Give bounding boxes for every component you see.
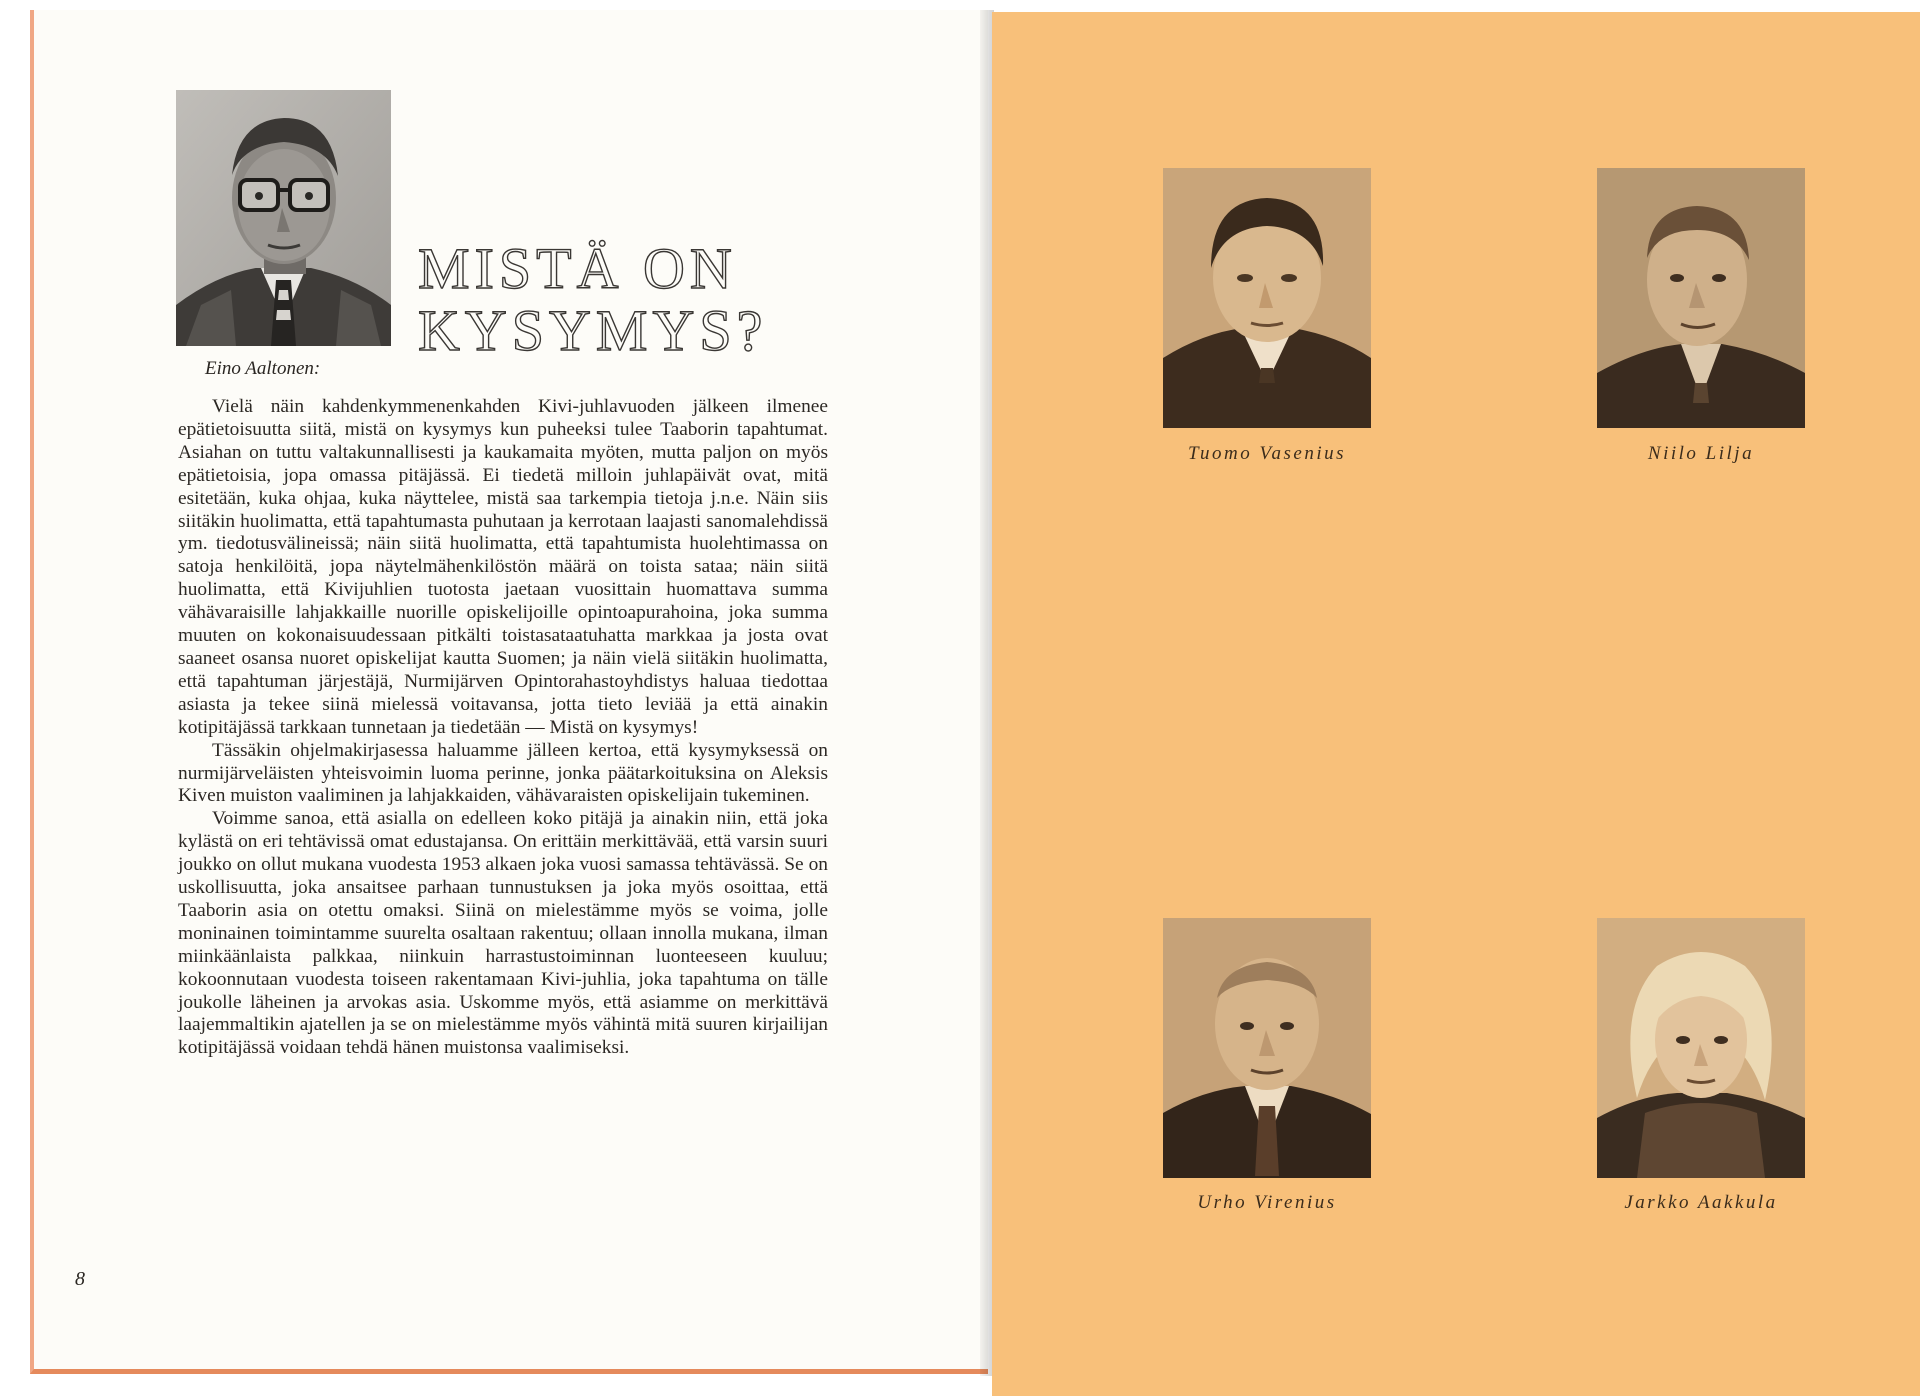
portrait-photo-lilja [1597,168,1805,428]
portrait-caption: Urho Virenius [1197,1192,1337,1213]
article-title-line-1: MISTÄ ON [418,236,737,301]
portrait-caption: Jarkko Aakkula [1624,1192,1778,1213]
body-paragraph: Vielä näin kahdenkymmenenkahden Kivi-juhlavuoden jälkeen ilmenee epätietoisuutta siitä, mistä on kysymys kun puheeksi tulee Taaborin tapahtumat. Asiahan on tuttu valtakunnallisesti ja kaukamaita myöten, mutta paljon on myös epätietoisia, jopa omassa pitäjässä. Ei tiedetä milloin juhlapäivät ovat, mitä esitetään, kuka ohjaa, kuka näyttelee, mistä saa tarkempia tietoja j.n.e. Näin siis siitäkin huolimatta, että tapahtumasta puhutaan ja kerrotaan laajasti sanomalehdissä ym. tiedotusvälineissä; näin siitä huolimatta, että tapahtumista huolehtimassa on satoja henkilöitä, jopa näytelmähenkilöstön määrä on toista sataa; näin siitä huolimatta, että Kivijuhlien tuotosta jaetaan vuosittain huomattava summa vähävaraisille lahjakkaille nuorille opiskelijoille opintoapurahoina, joka summa muuten on kokonaisuudessaan pitkälti toistasataatuhatta markkaa ja josta ovat saaneet osansa nuoret opiskelijat kautta Suomen; ja näin vielä siitäkin huolimatta, että tapahtuman järjestäjä, Nurmijärven Opintorahastoyhdistys haluaa tiedottaa asiasta ja tekee siinä mielessä voitavansa, jotta tieto leviää ja että ainakin kotipitäjässä tarkkaan tunnetaan ja tiedetään — Mistä on kysymys! [178,396,828,738]
portrait-caption: Niilo Lilja [1647,443,1755,464]
portrait-photo-aakkula [1597,918,1805,1178]
portrait-photo-vasenius [1163,168,1371,428]
page-number: 8 [75,1268,85,1290]
portrait-caption: Tuomo Vasenius [1188,443,1346,464]
author-name: Eino Aaltonen: [205,358,321,379]
article-body [178,396,828,1060]
article-title-line-2: KYSYMYS? [418,298,768,363]
body-paragraph: Tässäkin ohjelmakirjasessa haluamme jälleen kertoa, että kysymyksessä on nurmijärveläisten yhteisvoimin luoma perinne, jonka päätarkoituksina on Aleksis Kiven muiston vaaliminen ja lahjakkaiden, vähävaraisten opiskelijain tukeminen. [178,739,828,807]
author-portrait-photo [176,90,391,346]
portrait-photo-virenius [1163,918,1371,1178]
body-paragraph: Voimme sanoa, että asialla on edelleen koko pitäjä ja ainakin niin, että joka kylästä on eri tehtävissä omat edustajansa. On erittäin merkittävää, että varsin suuri joukko on ollut mukana vuodesta 1953 alkaen joka vuosi samassa tehtävässä. Se on uskollisuutta, joka ansaitsee parhaan tunnustuksen ja joka myös osoittaa, että Taaborin asia on otettu omaksi. Siinä on mielestämme myös se voima, jolle moninainen toimintamme suurelta osaltaan rakentuu; ollaan innolla mukana, ilman miinkäänlaista palkkaa, niinkuin harrastustoiminnan luonteeseen kuuluu; kokoonnutaan vuodesta toiseen rakentamaan Kivi-juhlia, joka tapahtuma on tälle joukolle läheinen ja arvokas asia. Uskomme myös, että asiamme on merkittävä laajemmaltikin ajatellen ja se on mielestämme myös vähintä mitä suuren kirjailijan kotipitäjässä voidaan tehdä hänen muistonsa vaalimiseksi. [178,808,828,1059]
